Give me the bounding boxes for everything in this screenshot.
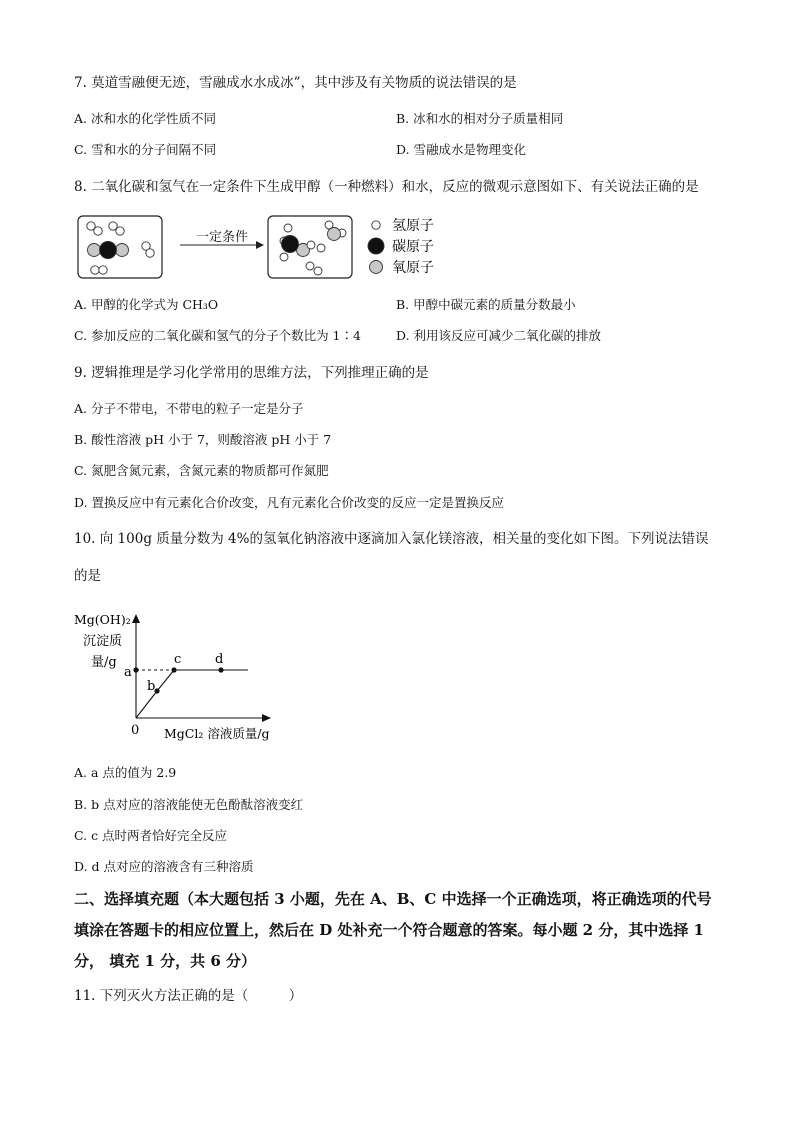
carbon-legend-icon	[368, 238, 384, 254]
hydrogen-atom	[116, 227, 124, 235]
legend-carbon: 碳原子	[392, 239, 434, 255]
section-2-heading: 二、选择填充题（本大题包括 3 小题，先在 A、B、C 中选择一个正确选项，将正确选项的代号填涂在答题卡的相应位置上，然后在 D 处补充一个符合题意的答案。每小题 2 分，其中选择 1 分， 填充 1 分，共 6 分）	[74, 890, 712, 970]
q7-stem: 7. 莫道雪融便无迹，雪融成水水成冰”，其中涉及有关物质的说法错误的是	[74, 75, 517, 91]
product-molecules	[280, 221, 346, 275]
q8-option-c: C. 参加反应的二氧化碳和氢气的分子个数比为 1∶4	[74, 328, 361, 343]
q10-stem-line2: 的是	[74, 568, 101, 584]
hydrogen-atom	[284, 224, 292, 232]
hydrogen-atom	[146, 249, 154, 257]
oxygen-atom	[116, 244, 129, 257]
label-a: a	[124, 665, 132, 680]
q7-option-c: C. 雪和水的分子间隔不同	[74, 142, 217, 157]
hydrogen-atom	[94, 227, 102, 235]
precipitate-curve	[136, 670, 248, 718]
hydrogen-legend-icon	[372, 221, 380, 229]
point-c	[171, 667, 176, 672]
q8-stem: 8. 二氧化碳和氢气在一定条件下生成甲醇（一种燃料）和水，反应的微观示意图如下、有关说法正确的是	[74, 179, 699, 195]
q11-stem: 11. 下列灭火方法正确的是（ ）	[74, 988, 303, 1004]
q10-option-b: B. b 点对应的溶液能使无色酚酞溶液变红	[74, 797, 304, 812]
hydrogen-atom	[317, 244, 325, 252]
oxygen-legend-icon	[370, 261, 383, 274]
legend-hydrogen: 氢原子	[392, 218, 434, 234]
q8-option-b: B. 甲醇中碳元素的质量分数最小	[396, 297, 576, 312]
q10-option-a: A. a 点的值为 2.9	[74, 765, 177, 780]
reaction-diagram	[74, 210, 454, 286]
hydrogen-atom	[314, 267, 322, 275]
q8-option-d: D. 利用该反应可减少二氧化碳的排放	[396, 328, 602, 343]
hydrogen-atom	[280, 253, 288, 261]
y-axis-arrow	[132, 614, 140, 623]
atom-legend	[368, 218, 434, 276]
oxygen-atom	[328, 228, 341, 241]
legend-oxygen: 氧原子	[392, 260, 434, 276]
arrow-head	[256, 241, 264, 249]
reaction-condition: 一定条件	[196, 230, 249, 245]
precipitate-graph	[74, 605, 284, 745]
hydrogen-atom	[306, 262, 314, 270]
y-axis-label-3: 量/g	[91, 655, 117, 670]
q10-stem-line1: 10. 向 100g 质量分数为 4%的氢氧化钠溶液中逐滴加入氯化镁溶液，相关量的变化如下图。下列说法错误	[74, 531, 709, 547]
point-a	[133, 667, 138, 672]
y-axis-label-2: 沉淀质	[83, 634, 123, 649]
oxygen-atom	[88, 244, 101, 257]
y-axis-label-1: Mg(OH)₂	[74, 612, 131, 627]
hydrogen-atom	[91, 266, 99, 274]
q9-stem: 9. 逻辑推理是学习化学常用的思维方法，下列推理正确的是	[74, 365, 429, 381]
x-axis-arrow	[262, 714, 271, 722]
q8-option-a: A. 甲醇的化学式为 CH₃O	[74, 297, 219, 312]
label-c: c	[174, 652, 182, 667]
q9-option-a: A. 分子不带电，不带电的粒子一定是分子	[74, 401, 304, 416]
carbon-atom	[100, 242, 117, 259]
x-axis-label: MgCl₂ 溶液质量/g	[164, 726, 270, 741]
reactant-molecules	[87, 222, 154, 274]
point-d	[218, 667, 223, 672]
carbon-atom	[282, 236, 299, 253]
q10-option-d: D. d 点对应的溶液含有三种溶质	[74, 859, 254, 874]
q9-option-c: C. 氮肥含氮元素，含氮元素的物质都可作氮肥	[74, 463, 329, 478]
label-d: d	[215, 652, 224, 667]
label-b: b	[147, 679, 156, 694]
q7-option-a: A. 冰和水的化学性质不同	[74, 111, 216, 126]
hydrogen-atom	[307, 241, 315, 249]
q7-option-d: D. 雪融成水是物理变化	[396, 142, 527, 157]
hydrogen-atom	[99, 266, 107, 274]
q9-option-b: B. 酸性溶液 pH 小于 7，则酸溶液 pH 小于 7	[74, 432, 332, 447]
q7-option-b: B. 冰和水的相对分子质量相同	[396, 111, 564, 126]
q9-option-d: D. 置换反应中有元素化合价改变，凡有元素化合价改变的反应一定是置换反应	[74, 495, 505, 510]
origin-label: 0	[131, 723, 140, 738]
q10-option-c: C. c 点时两者恰好完全反应	[74, 828, 228, 843]
